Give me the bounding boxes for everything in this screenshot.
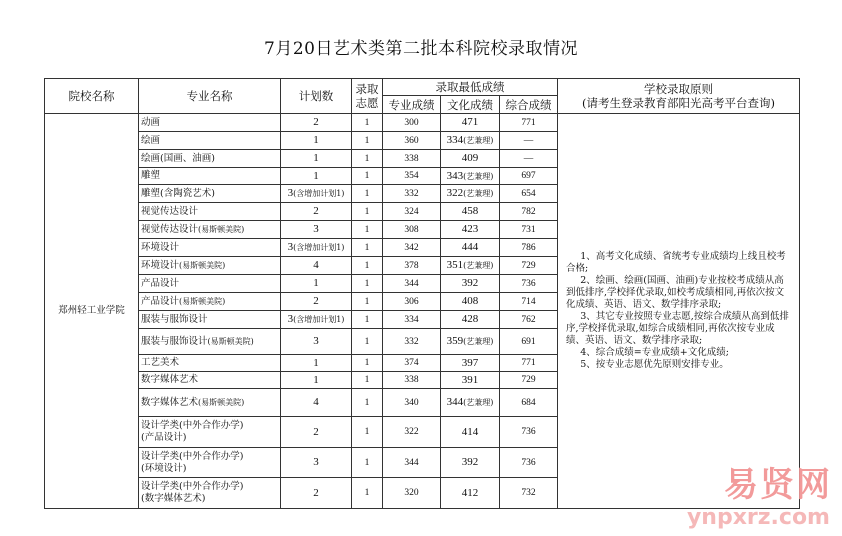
major-cell [139, 257, 281, 275]
pro-score-cell: 338 [383, 372, 441, 389]
culture-score-value: 397 [461, 356, 479, 369]
major-cell [139, 389, 281, 417]
major-cell [139, 239, 281, 257]
plan-value: 1 [313, 373, 319, 386]
header-rules-line2: (请考生登录教育部阳光高考平台查询) [582, 96, 775, 110]
header-culture-score: 文化成绩 [441, 96, 500, 114]
plan-cell [281, 257, 352, 275]
header-school: 院校名称 [45, 79, 139, 114]
pro-score-cell: 320 [383, 478, 441, 509]
wish-cell: 1 [352, 168, 383, 185]
culture-score-cell [441, 293, 500, 311]
plan-value: 3 [287, 187, 294, 199]
plan-cell [281, 389, 352, 417]
header-total-score: 综合成绩 [500, 96, 558, 114]
total-score-cell: 736 [500, 417, 558, 448]
plan-value: 3 [313, 223, 319, 235]
major-subtitle: (易斯顿美院) [179, 260, 226, 270]
major-name: 绘画(国画、油画) [141, 152, 215, 164]
culture-score-cell [441, 372, 500, 389]
major-name: 雕塑 [141, 170, 161, 181]
plan-cell [281, 203, 352, 221]
wish-cell: 1 [352, 185, 383, 203]
total-score-cell: 736 [500, 275, 558, 293]
major-name: 设计学类(中外合作办学) [141, 481, 244, 492]
culture-score-cell [441, 389, 500, 417]
major-subtitle: (易斯顿美院) [198, 397, 245, 407]
major-cell [139, 417, 281, 448]
culture-score-value: 412 [461, 486, 479, 499]
culture-score-note: (艺兼理) [463, 136, 494, 145]
culture-score-value: 392 [461, 456, 479, 468]
culture-score-note: (艺兼理) [463, 261, 494, 270]
pro-score-cell: 334 [383, 311, 441, 329]
plan-note: (含增加计划1) [293, 315, 345, 324]
culture-score-value: 471 [461, 116, 479, 128]
major-cell [139, 478, 281, 509]
wish-cell: 1 [352, 203, 383, 221]
pro-score-cell: 306 [383, 293, 441, 311]
culture-score-value: 428 [461, 313, 479, 325]
total-score-cell: 654 [500, 185, 558, 203]
plan-cell [281, 168, 352, 185]
total-score-cell: 782 [500, 203, 558, 221]
header-major: 专业名称 [139, 79, 281, 114]
plan-cell [281, 185, 352, 203]
major-cell [139, 311, 281, 329]
major-name: 设计学类(中外合作办学) [141, 450, 244, 462]
major-name: 环境设计 [141, 259, 180, 271]
plan-cell [281, 355, 352, 372]
plan-cell [281, 239, 352, 257]
total-score-cell: 771 [500, 114, 558, 132]
plan-value: 2 [313, 486, 319, 499]
major-cell [139, 168, 281, 185]
wish-cell: 1 [352, 372, 383, 389]
major-cell [139, 329, 281, 355]
table-body [45, 114, 800, 509]
culture-score-value: 423 [461, 223, 479, 235]
plan-cell [281, 293, 352, 311]
header-wish-line2: 志愿 [355, 96, 379, 110]
culture-score-note: (艺兼理) [463, 171, 494, 181]
culture-score-cell [441, 221, 500, 239]
total-score-cell: 684 [500, 389, 558, 417]
culture-score-cell [441, 168, 500, 185]
culture-score-cell [441, 114, 500, 132]
major-cell [139, 185, 281, 203]
plan-value: 4 [313, 259, 319, 271]
pro-score-cell: 332 [383, 185, 441, 203]
wish-cell: 1 [352, 448, 383, 478]
major-cell [139, 293, 281, 311]
culture-score-value: 334 [446, 134, 464, 146]
pro-score-cell: 338 [383, 150, 441, 168]
plan-value: 3 [287, 313, 294, 325]
pro-score-cell: 344 [383, 275, 441, 293]
major-name: 视觉传达设计 [141, 205, 199, 217]
table-row [45, 114, 800, 132]
major-cell [139, 355, 281, 372]
wish-cell: 1 [352, 275, 383, 293]
plan-value: 1 [313, 356, 319, 369]
wish-cell: 1 [352, 239, 383, 257]
plan-cell [281, 150, 352, 168]
major-cell [139, 132, 281, 150]
culture-score-value: 458 [461, 205, 479, 217]
total-score-cell: 771 [500, 355, 558, 372]
plan-value: 3 [287, 241, 294, 253]
culture-score-value: 414 [461, 425, 479, 438]
plan-cell [281, 448, 352, 478]
major-name: 动画 [141, 116, 161, 128]
plan-cell [281, 275, 352, 293]
pro-score-cell: 324 [383, 203, 441, 221]
total-score-cell: 697 [500, 168, 558, 185]
pro-score-cell: 378 [383, 257, 441, 275]
major-name: 设计学类(中外合作办学) [141, 420, 244, 431]
culture-score-cell [441, 478, 500, 509]
major-subtitle: (易斯顿美院) [179, 296, 226, 306]
major-name: 数字媒体艺术 [141, 374, 199, 385]
header-rules [558, 79, 800, 114]
major-cell [139, 372, 281, 389]
major-name: 数字媒体艺术 [141, 396, 199, 408]
watermark-url: ynpxrz.com [686, 505, 830, 530]
total-score-cell: 731 [500, 221, 558, 239]
total-score-cell: 762 [500, 311, 558, 329]
wish-cell: 1 [352, 114, 383, 132]
culture-score-cell [441, 203, 500, 221]
major-cell [139, 203, 281, 221]
wish-cell: 1 [352, 311, 383, 329]
culture-score-value: 359 [446, 335, 464, 347]
culture-score-cell [441, 329, 500, 355]
plan-cell [281, 478, 352, 509]
pro-score-cell: 308 [383, 221, 441, 239]
pro-score-cell: 374 [383, 355, 441, 372]
wish-cell: 1 [352, 329, 383, 355]
pro-score-cell: 322 [383, 417, 441, 448]
plan-cell [281, 132, 352, 150]
total-score-cell: 732 [500, 478, 558, 509]
culture-score-cell [441, 257, 500, 275]
wish-cell: 1 [352, 132, 383, 150]
pro-score-cell: 332 [383, 329, 441, 355]
plan-value: 2 [313, 205, 319, 217]
culture-score-value: 408 [461, 295, 479, 307]
plan-value: 3 [313, 456, 319, 468]
plan-value: 2 [313, 295, 319, 307]
total-score-cell: 729 [500, 372, 558, 389]
watermark-logo: 易贤网 [724, 465, 832, 505]
culture-score-value: 409 [461, 152, 479, 164]
wish-cell: 1 [352, 478, 383, 509]
header-min-score-group: 录取最低成绩 [383, 79, 558, 96]
plan-value: 2 [313, 116, 319, 128]
major-name: 产品设计 [141, 295, 180, 307]
header-plan: 计划数 [281, 79, 352, 114]
culture-score-value: 351 [446, 259, 464, 271]
culture-score-cell [441, 150, 500, 168]
plan-note: (含增加计划1) [293, 243, 345, 252]
plan-value: 1 [313, 134, 319, 146]
culture-score-note: (艺兼理) [463, 189, 494, 198]
total-score-cell: 729 [500, 257, 558, 275]
major-name: 绘画 [141, 134, 161, 146]
plan-value: 2 [313, 425, 319, 438]
wish-cell: 1 [352, 355, 383, 372]
plan-cell [281, 221, 352, 239]
major-cell [139, 114, 281, 132]
wish-cell: 1 [352, 150, 383, 168]
major-name: 视觉传达设计 [141, 223, 199, 235]
plan-cell [281, 372, 352, 389]
pro-score-cell: 360 [383, 132, 441, 150]
major-name: 工艺美术 [141, 357, 180, 368]
plan-value: 4 [313, 396, 319, 408]
total-score-cell: 714 [500, 293, 558, 311]
major-subtitle: (易斯顿美院) [207, 336, 254, 346]
wish-cell: 1 [352, 221, 383, 239]
pro-score-cell: 354 [383, 168, 441, 185]
rule-item: 4、综合成绩=专业成绩+文化成绩; [580, 347, 729, 358]
plan-value: 1 [313, 277, 319, 289]
pro-score-cell: 300 [383, 114, 441, 132]
culture-score-value: 344 [446, 396, 464, 408]
header-rules-line1: 学校录取原则 [644, 82, 714, 96]
culture-score-note: (艺兼理) [463, 398, 494, 407]
culture-score-cell [441, 311, 500, 329]
admission-rules-cell [558, 114, 800, 509]
wish-cell: 1 [352, 417, 383, 448]
major-name: 雕塑(含陶瓷艺术) [141, 187, 215, 199]
pro-score-cell: 344 [383, 448, 441, 478]
wish-cell: 1 [352, 293, 383, 311]
major-subtitle: (数字媒体艺术) [141, 493, 206, 504]
major-cell [139, 275, 281, 293]
header-pro-score: 专业成绩 [383, 96, 441, 114]
pro-score-cell: 340 [383, 389, 441, 417]
plan-value: 3 [313, 335, 319, 347]
culture-score-cell [441, 417, 500, 448]
culture-score-cell [441, 448, 500, 478]
wish-cell: 1 [352, 389, 383, 417]
major-name: 环境设计 [141, 241, 180, 253]
page-title: 7月20日艺术类第二批本科院校录取情况 [264, 39, 578, 59]
total-score-cell: 736 [500, 448, 558, 478]
major-name: 产品设计 [141, 277, 180, 289]
plan-value: 1 [313, 169, 319, 182]
wish-cell: 1 [352, 257, 383, 275]
school-name-cell: 郑州轻工业学院 [45, 114, 139, 509]
culture-score-cell [441, 132, 500, 150]
total-score-cell: — [500, 132, 558, 150]
plan-note: (含增加计划1) [293, 189, 345, 198]
culture-score-cell [441, 275, 500, 293]
plan-cell [281, 417, 352, 448]
plan-cell [281, 311, 352, 329]
total-score-cell: 786 [500, 239, 558, 257]
major-name: 服装与服饰设计 [141, 335, 208, 347]
major-cell [139, 448, 281, 478]
culture-score-note: (艺兼理) [463, 337, 494, 346]
rule-item: 2、绘画、绘画(国画、油画)专业按校考成绩从高到低排序,学校择优录取,如校考成绩相同,再依次按文化成绩、英语、语文、数学排序录取; [566, 275, 785, 310]
plan-cell [281, 114, 352, 132]
major-name: 服装与服饰设计 [141, 313, 208, 325]
header-wish [352, 79, 383, 114]
rule-item: 1、高考文化成绩、省统考专业成绩均上线且校考合格; [566, 251, 786, 274]
culture-score-value: 343 [446, 169, 464, 182]
culture-score-value: 322 [446, 187, 464, 199]
plan-value: 1 [313, 152, 319, 164]
culture-score-cell [441, 185, 500, 203]
major-cell [139, 221, 281, 239]
pro-score-cell: 342 [383, 239, 441, 257]
culture-score-value: 391 [461, 373, 479, 386]
total-score-cell: 691 [500, 329, 558, 355]
plan-cell [281, 329, 352, 355]
culture-score-cell [441, 239, 500, 257]
header-wish-line1: 录取 [355, 82, 379, 96]
rule-item: 3、其它专业按照专业志愿,按综合成绩从高到低排序,学校择优录取,如综合成绩相同,再依次按专业成绩、英语、语文、数学排序录取; [566, 311, 789, 346]
total-score-cell: — [500, 150, 558, 168]
major-subtitle: (环境设计) [141, 462, 187, 474]
major-subtitle: (易斯顿美院) [198, 224, 245, 234]
culture-score-cell [441, 355, 500, 372]
major-subtitle: (产品设计) [141, 432, 187, 443]
culture-score-value: 444 [461, 241, 479, 253]
major-cell [139, 150, 281, 168]
culture-score-value: 392 [461, 277, 479, 289]
admission-table [44, 78, 800, 509]
rule-item: 5、按专业志愿优先原则安排专业。 [580, 359, 729, 370]
